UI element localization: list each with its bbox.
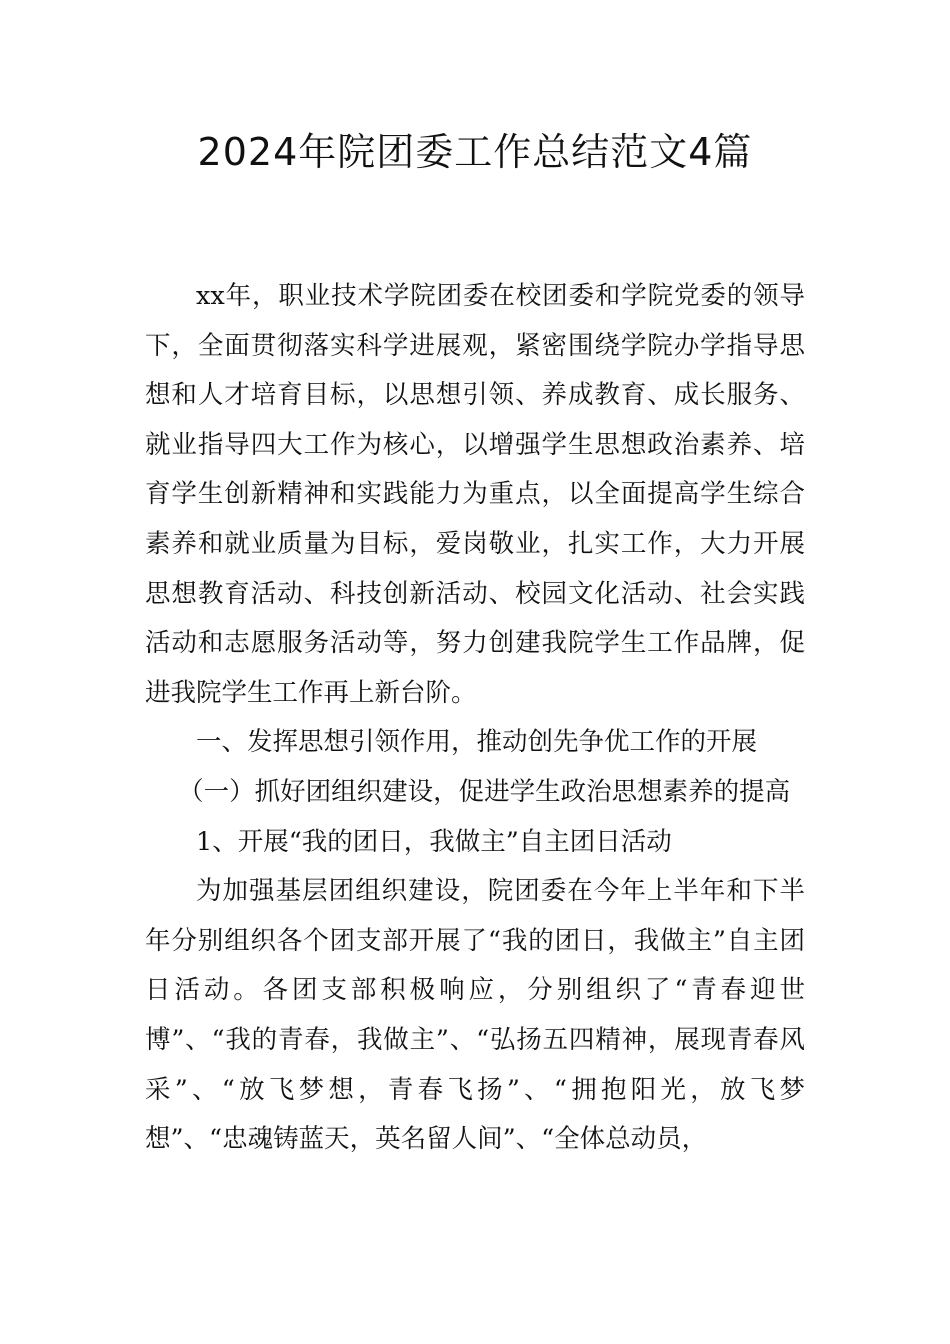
paragraph-item-1: 为加强基层团组织建设，院团委在今年上半年和下半年分别组织各个团支部开展了“我的团日，我做主”自主团日活动。各团支部积极响应，分别组织了“青春迎世博”、“我的青春，我做主”、“弘扬五四精神，展现青春风采”、“放飞梦想，青春飞扬”、“拥抱阳光，放飞梦想”、“忠魂铸蓝天，英名留人间”、“全体总动员， (145, 876, 805, 1155)
heading-item-1: 1、开展“我的团日，我做主”自主团日活动 (196, 826, 672, 857)
paragraph-intro: xx年，职业技术学院团委在校团委和学院党委的领导下，全面贯彻落实科学进展观，紧密围绕学院办学指导思想和人才培育目标，以思想引领、养成教育、成长服务、就业指导四大工作为核心，以增强学生思想政治素养、培育学生创新精神和实践能力为重点，以全面提高学生综合素养和就业质量为目标，爱岗敬业，扎实工作，大力开展思想教育活动、科技创新活动、校园文化活动、社会实践活动和志愿服务活动等，努力创建我院学生工作品牌，促进我院学生工作再上新台阶。 (145, 281, 805, 708)
document-title: 2024年院团委工作总结范文4篇 (197, 130, 753, 174)
document-body (145, 272, 805, 1165)
heading-section-1: 一、发挥思想引领作用，推动创先争优工作的开展 (196, 727, 758, 758)
heading-subsection-1: （一）抓好团组织建设，促进学生政治思想素养的提高 (178, 776, 791, 807)
